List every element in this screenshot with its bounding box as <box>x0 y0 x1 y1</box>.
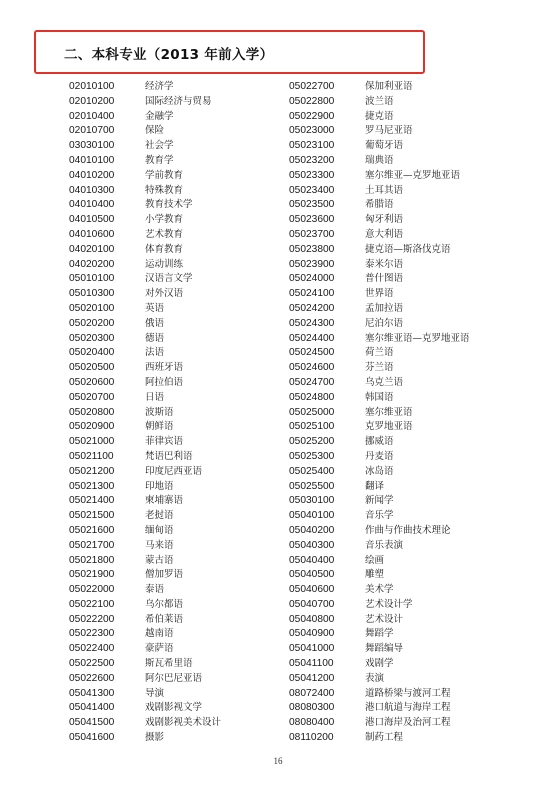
major-code: 05021000 <box>69 436 115 448</box>
major-name: 葡萄牙语 <box>365 140 404 152</box>
major-name: 国际经济与贸易 <box>145 95 212 107</box>
major-code: 05021200 <box>69 465 115 477</box>
major-code: 05024000 <box>289 273 335 285</box>
major-name: 泰米尔语 <box>365 258 404 270</box>
major-name: 蒙古语 <box>145 554 174 566</box>
major-code: 05041500 <box>69 717 115 729</box>
major-name: 保加利亚语 <box>365 81 413 92</box>
major-name: 泰语 <box>145 584 165 596</box>
major-name: 希腊语 <box>365 199 394 211</box>
major-code: 05022400 <box>69 643 115 655</box>
major-name: 克罗地亚语 <box>365 421 413 433</box>
major-code: 05040100 <box>289 510 335 522</box>
major-name: 丹麦语 <box>365 450 394 462</box>
major-code: 05040200 <box>289 524 335 536</box>
major-code: 05022200 <box>69 613 115 625</box>
major-name: 罗马尼亚语 <box>365 125 413 137</box>
major-name: 僧加罗语 <box>145 569 184 581</box>
major-code: 05040700 <box>289 598 335 610</box>
major-code: 08080400 <box>289 717 335 729</box>
major-name: 捷克语—斯洛伐克语 <box>365 243 451 255</box>
major-code: 05023000 <box>289 125 335 137</box>
major-name: 对外汉语 <box>145 288 184 300</box>
major-name: 希伯莱语 <box>145 613 184 625</box>
major-name: 捷克语 <box>365 110 394 122</box>
major-name: 戏剧影视美术设计 <box>145 717 222 729</box>
major-code: 03030100 <box>69 140 115 152</box>
major-name: 德语 <box>145 332 165 344</box>
major-code: 05021300 <box>69 480 115 492</box>
major-name: 老挝语 <box>145 510 174 522</box>
major-code: 05041300 <box>69 687 115 699</box>
major-name: 法语 <box>145 347 165 359</box>
major-name: 舞蹈学 <box>365 628 394 640</box>
major-code: 05041000 <box>289 643 335 655</box>
major-name: 制药工程 <box>365 732 404 744</box>
major-code: 05022500 <box>69 658 115 670</box>
major-code: 05021600 <box>69 524 115 536</box>
major-code: 05024500 <box>289 347 335 359</box>
major-name: 西班牙语 <box>145 362 184 374</box>
major-name: 雕塑 <box>365 569 385 581</box>
major-code: 05021500 <box>69 510 115 522</box>
major-name: 缅甸语 <box>145 524 174 536</box>
major-name: 波兰语 <box>365 95 394 107</box>
major-name: 教育技术学 <box>145 199 193 211</box>
major-code: 02010200 <box>69 95 115 107</box>
major-name: 艺术教育 <box>145 228 184 240</box>
major-name: 朝鲜语 <box>145 421 174 433</box>
major-name: 荷兰语 <box>365 347 394 359</box>
major-name: 教育学 <box>145 154 174 166</box>
major-name: 道路桥梁与渡河工程 <box>365 687 451 699</box>
major-name: 挪威语 <box>365 436 394 448</box>
major-code: 05023200 <box>289 154 335 166</box>
major-name: 波斯语 <box>145 406 174 418</box>
major-code: 05025300 <box>289 450 335 462</box>
major-code: 04010100 <box>69 154 115 166</box>
major-name: 汉语言文学 <box>145 273 193 285</box>
major-code: 05024700 <box>289 376 335 388</box>
major-name: 菲律宾语 <box>145 436 184 448</box>
major-code: 05040800 <box>289 613 335 625</box>
major-name: 阿拉伯语 <box>145 376 184 388</box>
major-code: 04010400 <box>69 199 115 211</box>
major-code: 05023400 <box>289 184 335 196</box>
major-name: 土耳其语 <box>365 184 404 196</box>
major-name: 运动训练 <box>145 258 184 270</box>
major-name: 意大利语 <box>365 228 404 240</box>
major-name: 印度尼西亚语 <box>145 465 203 477</box>
major-name: 港口航道与海岸工程 <box>365 702 451 714</box>
major-name: 戏剧学 <box>365 658 394 670</box>
major-name: 柬埔寨语 <box>145 495 184 507</box>
major-name: 尼泊尔语 <box>365 317 404 329</box>
major-name: 作曲与作曲技术理论 <box>365 524 451 536</box>
major-name: 摄影 <box>145 732 165 744</box>
major-code: 05020900 <box>69 421 115 433</box>
major-code: 05022600 <box>69 672 115 684</box>
major-name: 阿尔巴尼亚语 <box>145 672 203 684</box>
major-code: 05040300 <box>289 539 335 551</box>
major-name: 学前教育 <box>145 169 184 181</box>
section-header-box <box>34 30 425 74</box>
major-name: 英语 <box>145 302 165 314</box>
major-name: 瑞典语 <box>365 154 394 166</box>
major-code: 02010100 <box>69 81 115 92</box>
major-name: 社会学 <box>145 140 174 152</box>
major-code: 05041200 <box>289 672 335 684</box>
major-code: 04010600 <box>69 228 115 240</box>
major-code: 08080300 <box>289 702 335 714</box>
major-code: 05025500 <box>289 480 335 492</box>
major-code: 02010700 <box>69 125 115 137</box>
major-code: 05023600 <box>289 214 335 226</box>
major-code: 08072400 <box>289 687 335 699</box>
major-code: 05030100 <box>289 495 335 507</box>
major-code: 04010200 <box>69 169 115 181</box>
major-code: 08110200 <box>289 732 334 744</box>
major-code: 05021700 <box>69 539 115 551</box>
major-code: 05040400 <box>289 554 335 566</box>
major-code: 05025200 <box>289 436 335 448</box>
major-code: 04020200 <box>69 258 115 270</box>
major-name: 音乐学 <box>365 510 394 522</box>
major-code: 04020100 <box>69 243 115 255</box>
major-code: 05020500 <box>69 362 115 374</box>
major-code: 05020800 <box>69 406 115 418</box>
major-code: 05021400 <box>69 495 115 507</box>
major-name: 保险 <box>145 125 165 137</box>
major-code: 05020400 <box>69 347 115 359</box>
major-name: 匈牙利语 <box>365 214 404 226</box>
major-name: 斯瓦希里语 <box>145 658 193 670</box>
major-name: 芬兰语 <box>365 362 394 374</box>
major-name: 塞尔维亚语—克罗地亚语 <box>365 332 470 344</box>
major-code: 05024400 <box>289 332 335 344</box>
section-title: 二、本科专业（2013 年前入学） <box>64 47 274 63</box>
major-code: 05040500 <box>289 569 335 581</box>
major-code: 05020600 <box>69 376 115 388</box>
major-name: 舞蹈编导 <box>365 643 404 655</box>
major-code: 04010300 <box>69 184 115 196</box>
major-name: 表演 <box>365 672 385 684</box>
major-name: 戏剧影视文学 <box>145 702 203 714</box>
major-code: 05020700 <box>69 391 115 403</box>
major-code: 05040600 <box>289 584 335 596</box>
major-name: 乌尔都语 <box>145 598 184 610</box>
major-code: 04010500 <box>69 214 115 226</box>
major-code: 05023800 <box>289 243 335 255</box>
major-name: 日语 <box>145 391 165 403</box>
major-name: 艺术设计 <box>365 613 404 625</box>
major-name: 梵语巴利语 <box>145 450 193 462</box>
major-name: 乌克兰语 <box>365 376 404 388</box>
major-name: 导演 <box>145 687 165 699</box>
major-code: 05024100 <box>289 288 335 300</box>
major-code: 05024200 <box>289 302 335 314</box>
major-name: 塞尔维亚语 <box>365 406 413 418</box>
major-code: 05023500 <box>289 199 335 211</box>
major-name: 俄语 <box>145 317 165 329</box>
major-name: 韩国语 <box>365 391 394 403</box>
major-name: 冰岛语 <box>365 465 394 477</box>
major-code: 02010400 <box>69 110 115 122</box>
major-name: 经济学 <box>145 81 174 92</box>
major-code: 05022300 <box>69 628 115 640</box>
major-code: 05024600 <box>289 362 335 374</box>
major-name: 马来语 <box>145 539 174 551</box>
major-name: 特殊教育 <box>145 184 184 196</box>
major-code: 05021900 <box>69 569 115 581</box>
major-name: 孟加拉语 <box>365 302 404 314</box>
major-code: 05010100 <box>69 273 115 285</box>
major-code: 05022900 <box>289 110 335 122</box>
major-code: 05023700 <box>289 228 335 240</box>
major-code: 05025100 <box>289 421 335 433</box>
major-code: 05040900 <box>289 628 335 640</box>
major-code: 05025000 <box>289 406 335 418</box>
major-name: 美术学 <box>365 584 394 596</box>
major-name: 印地语 <box>145 480 174 492</box>
major-code: 05041600 <box>69 732 115 744</box>
major-code: 05010300 <box>69 288 115 300</box>
major-name: 金融学 <box>145 110 174 122</box>
major-name: 世界语 <box>365 288 394 300</box>
major-name: 小学教育 <box>145 214 184 226</box>
major-code: 05024300 <box>289 317 335 329</box>
major-name: 港口海岸及治河工程 <box>365 717 451 729</box>
major-code: 05022700 <box>289 81 335 92</box>
major-name: 豪萨语 <box>145 643 174 655</box>
major-code: 05023100 <box>289 140 335 152</box>
major-name: 翻译 <box>365 480 385 492</box>
major-code: 05024800 <box>289 391 335 403</box>
major-name: 体育教育 <box>145 243 184 255</box>
major-code: 05023900 <box>289 258 335 270</box>
major-code: 05041100 <box>289 658 334 670</box>
major-code: 05020200 <box>69 317 115 329</box>
major-name: 音乐表演 <box>365 539 404 551</box>
page-number: 16 <box>273 756 283 766</box>
major-code: 05021100 <box>69 450 114 462</box>
major-name: 越南语 <box>145 628 174 640</box>
major-code: 05021800 <box>69 554 115 566</box>
major-name: 普什图语 <box>365 273 404 285</box>
major-name: 绘画 <box>365 554 385 566</box>
major-name: 艺术设计学 <box>365 598 413 610</box>
major-code: 05041400 <box>69 702 115 714</box>
major-code: 05022000 <box>69 584 115 596</box>
major-code: 05022800 <box>289 95 335 107</box>
major-code: 05020100 <box>69 302 115 314</box>
major-name: 塞尔维亚—克罗地亚语 <box>365 169 461 181</box>
major-name: 新闻学 <box>365 495 394 507</box>
major-code: 05025400 <box>289 465 335 477</box>
major-code: 05023300 <box>289 169 335 181</box>
major-code: 05022100 <box>69 598 115 610</box>
major-code: 05020300 <box>69 332 115 344</box>
